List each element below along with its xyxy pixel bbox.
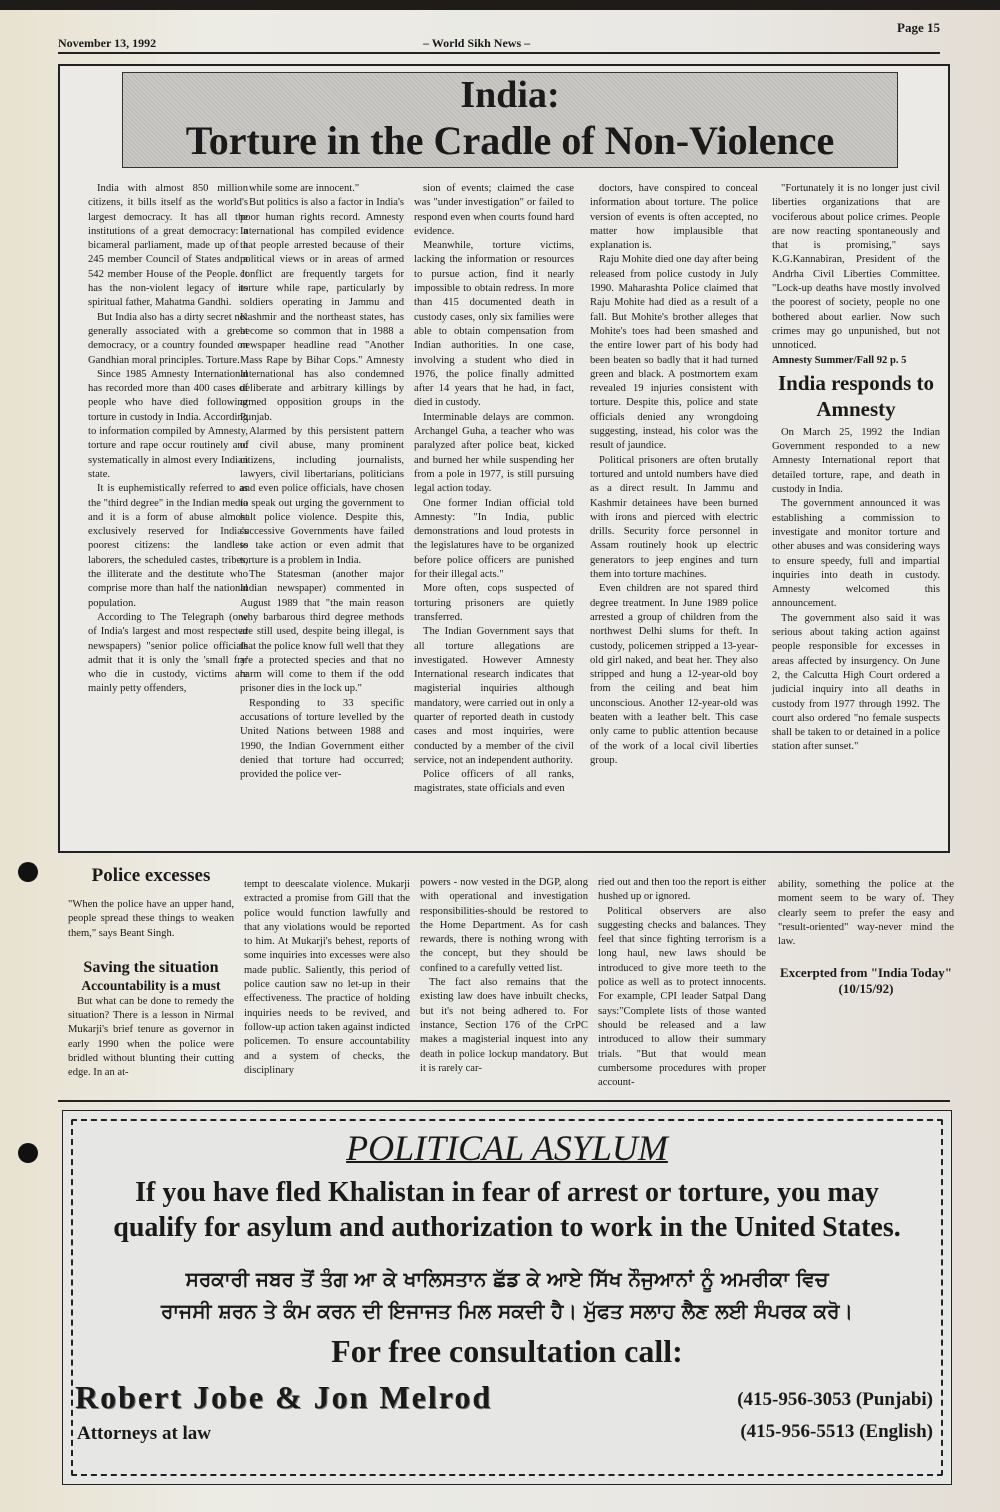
paragraph: doctors, have conspired to conceal information about torture. The police version of events is often accepted, no matter how implausible that explanation is. [590,183,758,252]
paragraph: Responding to 33 specific accusations of torture levelled by the United Nations between 1988 and 1990, the Indian Government either denied that torture had occurred; provided the police ver- [240,697,404,781]
quote: "When the police have an upper hand, people spread these things to weaken them," says Beant Singh. [68,899,234,939]
main-article [58,64,950,853]
paragraph: According to The Telegraph (one of India's largest and most respected newspapers) "senior police officials admit that it is only the 'small fry' who die in custody, victims are mainly petty offenders, [88,611,248,695]
paragraph: Raju Mohite died one day after being released from police custody in July 1990. Maharashta Police claimed that Raju Mohite had died as a result of a fall. But Mohite's brother alleges that Mohite's toes had been smashed and the entire lower part of his body had been beaten so badly that it had turned green and black. A postmortem exam revealed 19 injuries consistent with torture. Despite this, police and state officials denied any wrongdoing suggesting, instead, his color was the result of jaundice. [590,254,758,452]
paragraph: powers - now vested in the DGP, along with operational and investigation responsibilities-should be restored to the Home Department. As for cash rewards, there is nothing wrong with the concept, but they should be confined to a carefully vetted list. [420,877,588,974]
paragraph: On March 25, 1992 the Indian Government responded to a new Amnesty International report that detailed torture, rape, and death in custody in India. [772,426,940,496]
paragraph: Since 1985 Amnesty International has recorded more than 400 cases of people who have died following torture in custody in India. According to information compiled by Amnesty, torture and rape occur routinely and systematically in almost every Indian state. [88,368,248,480]
torn-page-edge [0,0,1000,10]
paragraph: while some are innocent." [249,183,360,194]
paragraph: But politics is also a factor in India's poor human rights record. Amnesty International has compiled evidence that people arrested because of their political views or in areas of armed conflict are frequently targets for torture while rape, particularly by soldiers operating in Jammu and Kashmir and the northeast states, has become so common that in 1988 a newspaper headline read "Another Mass Rape by Bihar Cops." Amnesty International has also condemned deliberate and arbitrary killings by armed opposition groups in the Punjab. [240,197,404,423]
paragraph: The Statesman (another major Indian newspaper) commented in August 1989 that "the main reason why barbarous third degree methods are still used, despite being illegal, is that the police know full well that they are a protected species and that no harm will come to them if the odd prisoner dies in the lock up." [240,569,404,695]
lower-column-2 [244,878,410,1078]
paragraph: But India also has a dirty secret not generally associated with a great democracy, or a country founded on Gandhian moral principles. Torture. [88,311,248,366]
paragraph: tempt to deescalate violence. Mukarji extracted a promise from Gill that the police would function lawfully and that any violations would be reported to him. At Mukarji's behest, reports of some inquiries into excesses were also made public. Saliently, this period of police caution saw no let-up in their effectiveness. The practice of holding inquiries needs to be revived, and follow-up action taken against indicted policemen. To ensure accountability and a system of checks, the disciplinary [244,879,410,1076]
paragraph: sion of events; claimed the case was "under investigation" or failed to respond even when courts found hard evidence. [414,183,574,237]
article-column-1 [88,182,248,697]
section-heading: Police excesses [91,865,211,886]
paragraph: More often, cops suspected of torturing prisoners are quietly transferred. [414,583,574,623]
lower-column-1 [68,864,234,1081]
headline-line-1: India: [460,74,560,116]
ad-punjabi-line: ਸਰਕਾਰੀ ਜਬਰ ਤੋਂ ਤੰਗ ਆ ਕੇ ਖਾਲਿਸਤਾਨ ਛੱਡ ਕੇ ਆਏ ਸਿੱਖ ਨੌਜੁਆਨਾਂ ਨੂੰ ਅਮਰੀਕਾ ਵਿਚ [185,1267,829,1291]
lower-column-4 [598,876,766,1090]
masthead-rule [58,52,940,54]
headline-line-2: Torture in the Cradle of Non-Violence [185,118,835,163]
paragraph: Meanwhile, torture victims, lacking the information or resources to pursue action, find it nearly impossible to obtain redress. In more than 415 documented death in custody cases, only six families were able to obtain compensation from Indian authorities. In one case, involving a student who died in 1976, the police finally admitted after 14 years that he had, in fact, died in custody. [414,240,574,409]
paragraph: ability, something the police at the moment seem to be wary of. They clearly seem to prefer the easy and "result-oriented" way-never mind the law. [778,879,954,948]
phone-english: (415-956-5513 (English) [740,1421,933,1442]
sidebar-title: India responds to Amnesty [777,370,934,421]
paragraph: The fact also remains that the existing law does have inbuilt checks, but it's not being adhered to. For instance, Section 176 of the CrPC makes a magisterial inquest into any death in police lockup mandatory. But it is rarely car- [420,977,588,1074]
newspaper-name: – World Sikh News – [423,36,531,50]
issue-date: November 13, 1992 [58,36,157,50]
article-column-4 [590,182,758,768]
paragraph: But what can be done to remedy the situation? There is a lesson in Nirmal Mukarji's brief tenure as governor in early 1990 when the police were bridled without blunting their cutting edge. In an at- [68,995,234,1079]
phone-punjabi: (415-956-3053 (Punjabi) [737,1389,933,1410]
lower-column-5 [778,878,954,997]
ad-call-to-action: For free consultation call: [331,1333,683,1369]
law-firm-subtitle: Attorneys at law [77,1423,212,1444]
article-column-3 [414,182,574,797]
paragraph: ried out and then too the report is either hushed up or ignored. [598,877,766,903]
paragraph: It is euphemistically referred to as the "third degree" in the Indian media and it is a form of abuse almost exclusively reserved for India's poorest citizens: the landless laborers, the scheduled castes, tribes, the illiterate and the destitute who comprise more than half the national population. [88,483,248,609]
binder-hole [18,1143,38,1163]
paragraph: Political observers are also suggesting checks and balances. They feel that since fighting terrorism is a long haul, new laws should be introduced to give more teeth to the police as well as to protect innocents. For example, CPI leader Satpal Dang says:"Complete lists of those wanted should be released and a law introduced to allow their summary trials. "But that would mean cumbersome procedures with proper account- [598,905,766,1089]
ad-text-line: qualify for asylum and authorization to work in the United States. [113,1212,901,1243]
paragraph: The government announced it was establishing a commission to investigate and monitor torture and other abuses and was considering ways to ensure speedy, full and impartial inquiries into death in custody. Amnesty welcomed this announcement. [772,498,940,610]
paragraph: Even children are not spared third degree treatment. In June 1989 police arrested a group of children from the northwest Delhi slums for theft. In custody, policemen stripped a 13-year-old girl naked, and beat her. They also stripped and hung a 12-year-old boy from the ceiling and beat him unconscious. Another 12-year-old was beaten with a leather belt. This case only came to public attention because of the work of a local civil liberties group. [590,583,758,766]
paragraph: The Indian Government says that all torture allegations are investigated. However Amnesty International research indicates that magisterial inquiries although mandatory, were carried out in only a quarter of reported death in custody cases and most inquiries, were conducted by a member of the civil service, not an independent authority. [414,626,574,766]
section-rule [58,1100,950,1102]
article-column-2 [240,182,404,782]
lower-column-3 [420,876,588,1076]
binder-hole [18,862,38,882]
masthead [58,20,940,50]
headline-banner [122,72,898,168]
law-firm-name: Robert Jobe & Jon Melrod [75,1379,493,1415]
page-number: Page 15 [897,20,940,35]
paragraph: Police officers of all ranks, magistrates, state officials and even [414,769,574,795]
paragraph: Interminable delays are common. Archangel Guha, a teacher who was paralyzed after police beat, kicked and burned her while suspending her from a pole in 1977, is still pursuing legal action today. [414,411,574,495]
paragraph: India with almost 850 million citizens, it bills itself as the world's largest democracy. It has all the institutions of a great democracy: a bicameral parliament, made up of a 245 member Council of States and a 542 member House of the People. It has the non-violent legacy of its spiritual father, Mahatma Gandhi. [88,183,248,309]
source-credit: Amnesty Summer/Fall 92 p. 5 [772,354,907,366]
asylum-advertisement [62,1110,952,1485]
paragraph: Alarmed by this persistent pattern of civil abuse, many prominent citizens, including journalists, lawyers, civil libertarians, politicians and even police officials, have chosen to speak out urging the government to halt police violence. Despite this, successive Governments have failed to take action or even admit that torture is a problem in India. [240,426,404,566]
paragraph: One former Indian official told Amnesty: "In India, public demonstrations and loud protests in the legislatures have to be organized before police officers are punished for their illegal acts." [414,497,574,581]
ad-text-line: If you have fled Khalistan in fear of arrest or torture, you may [135,1177,879,1208]
ad-punjabi-line: ਰਾਜਸੀ ਸ਼ਰਨ ਤੇ ਕੰਮ ਕਰਨ ਦੀ ਇਜਾਜਤ ਮਿਲ ਸਕਦੀ ਹੈ। ਮੁੱਫਤ ਸਲਾਹ ਲੈਣ ਲਈ ਸੰਪਰਕ ਕਰੋ। [161,1299,853,1323]
paragraph: The government also said it was serious about taking action against people responsible for excesses in areas affected by insurgency. On June 2, the Calcutta High Court ordered a judicial inquiry into all deaths in custody from 1977 through 1992. The court also ordered "no female suspects shall be taken to or detained in a police station after sunset." [772,612,940,753]
section-heading: Saving the situation [83,958,219,976]
ad-title: POLITICAL ASYLUM [346,1128,668,1168]
article-column-5 [772,182,940,755]
section-subheading: Accountability is a must [81,977,221,993]
paragraph: Political prisoners are often brutally tortured and untold numbers have died as a direct result. In Jammu and Kashmir detainees have been burned with irons and pierced with electric drills. Security force personnel in Assam routinely hook up electric generators to jeep engines and turn them into torture machines. [590,454,758,581]
excerpt-credit: Excerpted from "India Today" (10/15/92) [779,965,953,997]
paragraph: "Fortunately it is no longer just civil liberties organizations that are vociferous about police crimes. People are now reacting spontaneously and that is promising," says K.G.Kannabiran, President of the Andrha Civil Liberties Committee. "Lock-up deaths have mostly involved the poorest of society, people no one bothered about earlier. Now such crimes may go unpunished, but not unnoticed. [772,183,940,352]
